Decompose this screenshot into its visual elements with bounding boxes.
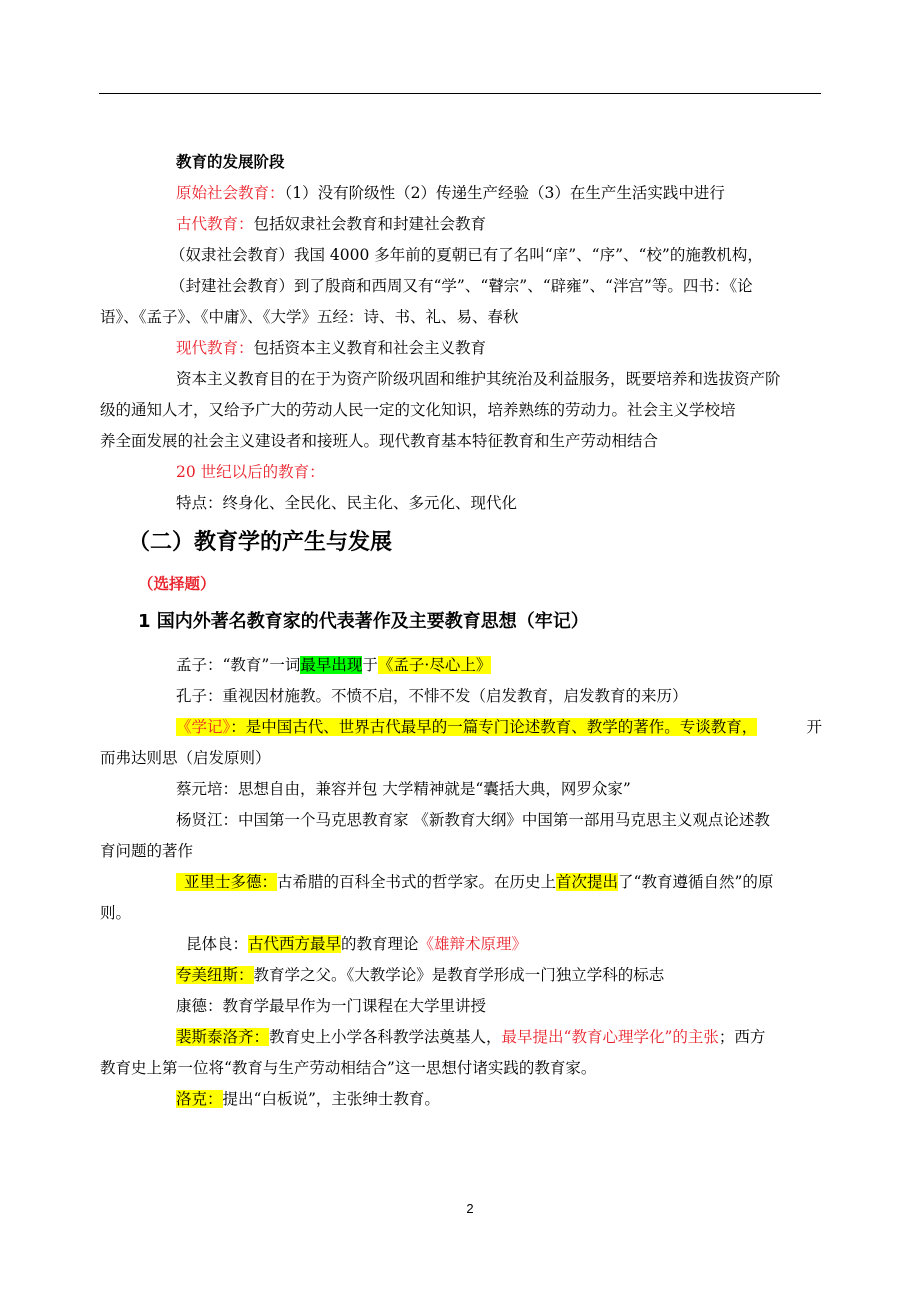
- aristotle-name: 亚里士多德：: [176, 873, 277, 891]
- quintilian-book: 《雄辩术原理》: [418, 935, 528, 953]
- mencius-line: [100, 655, 822, 675]
- kant-line: 康德：教育学最早作为一门课程在大学里讲授: [176, 997, 487, 1015]
- confucius-line: 孔子：重视因材施教。不愤不启，不悱不发（启发教育，启发教育的来历）: [176, 687, 688, 705]
- primitive-education: [100, 183, 822, 203]
- locke-line: [100, 1089, 822, 1109]
- cai-line: 蔡元培：思想自由，兼容并包 大学精神就是“囊括大典，网罗众家”: [176, 780, 631, 798]
- pestalozzi-line: [100, 1027, 822, 1047]
- aristotle-first: 首次提出: [556, 873, 619, 891]
- ancient-para-line-3: 语》、《孟子》、《中庸》、《大学》五经：诗、书、礼、易、春秋: [100, 308, 519, 326]
- xueji-line: [100, 717, 822, 737]
- ancient-education: [100, 214, 822, 234]
- modern-label: 现代教育：: [176, 339, 254, 357]
- header-rule: [99, 93, 821, 94]
- quintilian-name: 昆体良：: [186, 935, 249, 953]
- aristotle-d: 了“教育遵循自然”的原: [618, 873, 774, 891]
- heading-2: （二）教育学的产生与发展: [128, 530, 393, 555]
- aristotle-b: 古希腊的百科全书式的哲学家。在历史上: [277, 873, 557, 891]
- modern-text: 包括资本主义教育和社会主义教育: [253, 339, 487, 357]
- mencius-c: 于: [362, 656, 378, 674]
- pestalozzi-b: 教育史上小学各科教学法奠基人，: [269, 1028, 502, 1046]
- ancient-para-line-2: （封建社会教育）到了殷商和西周又有“学”、“瞽宗”、“辟雍”、“泮宫”等。四书：《论: [170, 277, 753, 295]
- modern-education: [100, 338, 822, 358]
- heading-3: 1 国内外著名教育家的代表著作及主要教育思想（牢记）: [138, 611, 589, 632]
- modern-para-line-1: 资本主义教育目的在于为资产阶级巩固和维护其统治及利益服务，既要培养和选拔资产阶: [176, 370, 781, 388]
- comenius-desc: 教育学之父。《大教学论》是教育学形成一门独立学科的标志: [253, 966, 665, 984]
- quintilian-earliest: 古代西方最早: [248, 935, 342, 953]
- mencius-earliest: 最早出现: [300, 656, 363, 674]
- locke-desc: 提出“白板说”，主张绅士教育。: [222, 1090, 440, 1108]
- primitive-label: 原始社会教育：: [176, 184, 285, 202]
- choice-tag: （选择题）: [138, 575, 216, 593]
- mencius-a: 孟子：“教育”一词: [176, 656, 301, 674]
- pestalozzi-first: 最早提出“教育心理学化”的主张: [501, 1028, 719, 1046]
- xueji-tail: 开: [806, 718, 822, 736]
- quintilian-line: [100, 934, 822, 954]
- ancient-label: 古代教育：: [176, 215, 254, 233]
- xueji-desc: ：是中国古代、世界古代最早的一篇专门论述教育、教学的著作。专谈教育，: [230, 718, 758, 736]
- xueji-title: 《学记》: [176, 718, 231, 736]
- pestalozzi-d: ；西方: [718, 1028, 766, 1046]
- comenius-line: [100, 965, 822, 985]
- quintilian-c: 的教育理论: [341, 935, 419, 953]
- mencius-book: 《孟子·尽心上》: [377, 656, 492, 674]
- modern-para-line-2: 级的通知人才，又给予广大的劳动人民一定的文化知识，培养熟练的劳动力。社会主义学校培: [100, 401, 736, 419]
- c20-label: 20 世纪以后的教育：: [176, 463, 325, 481]
- page-number: 2: [466, 1201, 474, 1216]
- ancient-para-line-1: （奴隶社会教育）我国 4000 多年前的夏朝已有了名叫“庠”、“序”、“校”的施教机构，: [170, 246, 763, 264]
- comenius-name: 夸美纽斯：: [176, 966, 254, 984]
- aristotle-line: [100, 872, 822, 892]
- primitive-text: （1）没有阶级性（2）传递生产经验（3）在生产生活实践中进行: [284, 184, 725, 202]
- section-title: 教育的发展阶段: [176, 152, 285, 171]
- pestalozzi-line-2: 教育史上第一位将“教育与生产劳动相结合”这一思想付诸实践的教育家。: [100, 1059, 597, 1077]
- pestalozzi-name: 裴斯泰洛齐：: [176, 1028, 270, 1046]
- c20-features: 特点：终身化、全民化、民主化、多元化、现代化: [176, 494, 518, 512]
- ancient-text: 包括奴隶社会教育和封建社会教育: [253, 215, 487, 233]
- yang-line-2: 育问题的著作: [100, 842, 194, 860]
- xueji-line-2: 而弗达则思（启发原则）: [100, 749, 271, 767]
- aristotle-line-2: 则。: [100, 904, 132, 922]
- locke-name: 洛克：: [176, 1090, 223, 1108]
- yang-line-1: 杨贤江：中国第一个马克思教育家 《新教育大纲》中国第一部用马克思主义观点论述教: [176, 811, 770, 829]
- modern-para-line-3: 养全面发展的社会主义建设者和接班人。现代教育基本特征教育和生产劳动相结合: [100, 432, 659, 450]
